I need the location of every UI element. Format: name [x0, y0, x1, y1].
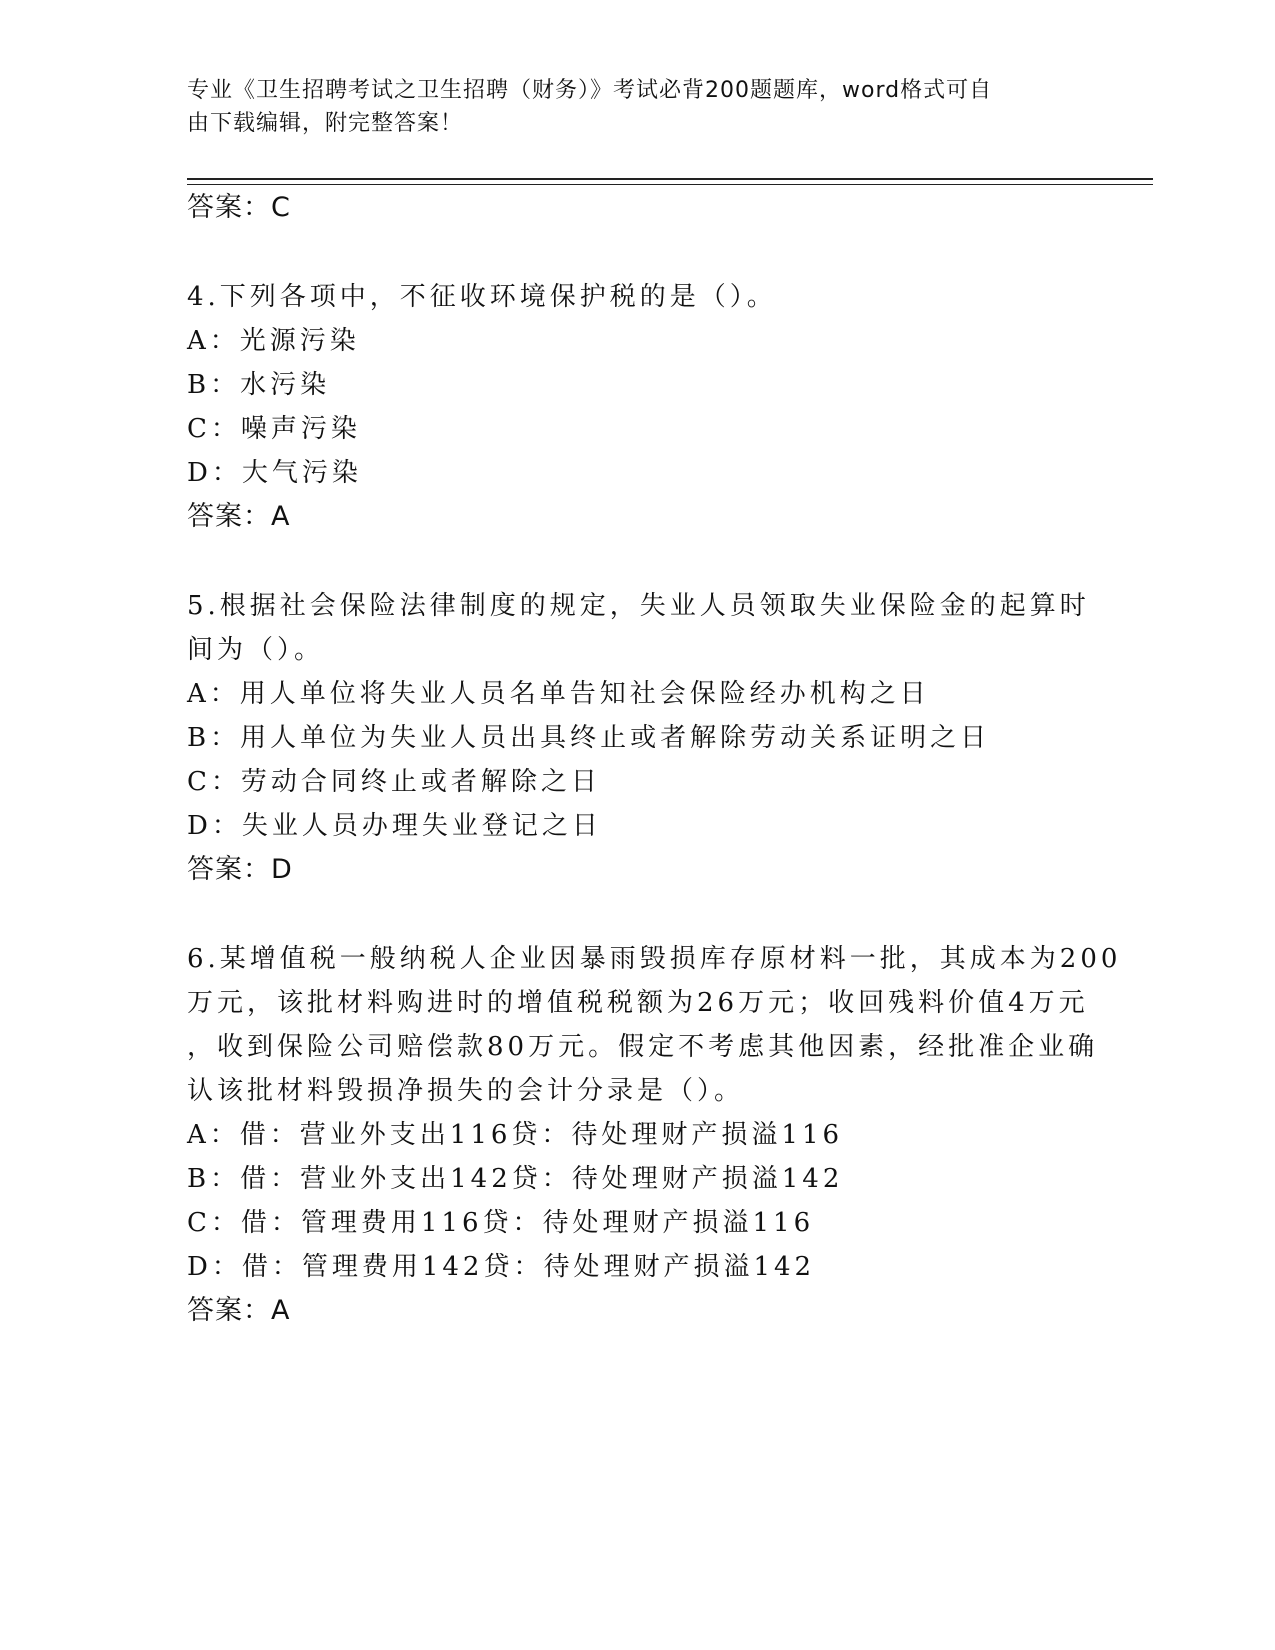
answer-q3: 答案：C [187, 192, 291, 223]
option-d: D：借：管理费用142贷：待处理财产损溢142 [187, 1252, 816, 1282]
option-b: B：借：营业外支出142贷：待处理财产损溢142 [187, 1164, 844, 1194]
header-line-1: 专业《卫生招聘考试之卫生招聘（财务）》考试必背200题题库，word格式可自 [187, 78, 993, 103]
answer-q4: 答案：A [187, 501, 291, 532]
question-stem-line-4: 认该批材料毁损净损失的会计分录是（）。 [187, 1076, 745, 1106]
answer-q5: 答案：D [187, 854, 293, 885]
question-stem-line-2: 间为（）。 [187, 635, 325, 665]
option-c: C：借：管理费用116贷：待处理财产损溢116 [187, 1208, 815, 1238]
question-stem: 4.下列各项中，不征收环境保护税的是（）。 [187, 282, 777, 312]
document-header [187, 74, 1087, 140]
answer-q6: 答案：A [187, 1295, 291, 1326]
option-b: B：水污染 [187, 370, 331, 400]
option-d: D：大气污染 [187, 458, 362, 488]
question-stem-line-2: 万元，该批材料购进时的增值税税额为26万元；收回残料价值4万元 [187, 988, 1089, 1018]
option-a: A：借：营业外支出116贷：待处理财产损溢116 [187, 1120, 844, 1150]
header-rule-thick [187, 178, 1153, 180]
question-stem-line-1: 6.某增值税一般纳税人企业因暴雨毁损库存原材料一批，其成本为200 [187, 944, 1122, 974]
option-b: B：用人单位为失业人员出具终止或者解除劳动关系证明之日 [187, 723, 991, 753]
option-a: A：用人单位将失业人员名单告知社会保险经办机构之日 [187, 679, 930, 709]
option-c: C：噪声污染 [187, 414, 361, 444]
question-stem-line-1: 5.根据社会保险法律制度的规定，失业人员领取失业保险金的起算时 [187, 591, 1090, 621]
option-c: C：劳动合同终止或者解除之日 [187, 767, 601, 797]
option-d: D：失业人员办理失业登记之日 [187, 811, 602, 841]
question-stem-line-3: ，收到保险公司赔偿款80万元。假定不考虑其他因素，经批准企业确 [187, 1032, 1099, 1062]
header-line-2: 由下载编辑，附完整答案！ [187, 111, 464, 136]
option-a: A：光源污染 [187, 326, 360, 356]
header-rule-thin [187, 184, 1153, 185]
